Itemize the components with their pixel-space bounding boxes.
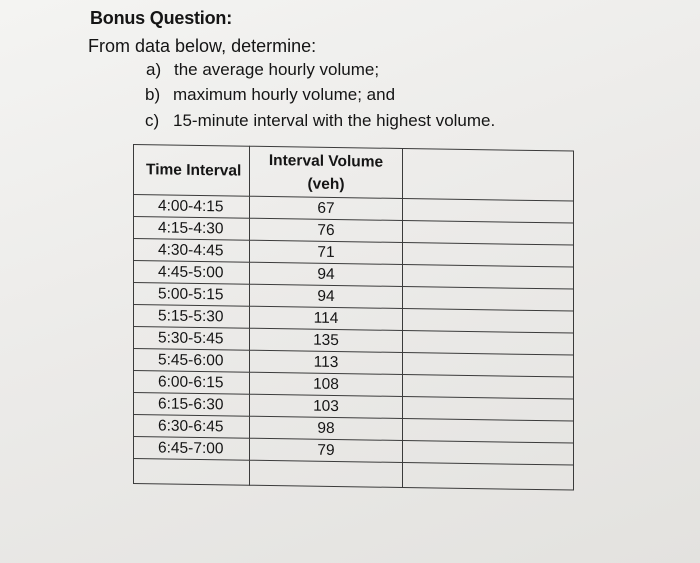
question-title: Bonus Question: [90,8,232,28]
cell-time-interval: 6:30-6:45 [134,415,250,439]
cell-blank [403,198,574,223]
question-item-b [145,85,395,105]
question-item-marker: b) [145,85,161,104]
cell-time-interval: 4:00-4:15 [134,195,250,219]
cell-interval-volume: 114 [250,306,403,330]
cell-interval-volume: 94 [250,284,403,308]
cell-interval-volume: 113 [250,350,403,374]
cell-interval-volume: 98 [250,416,403,440]
header-time-interval: Time Interval [134,145,250,197]
cell-blank [403,352,574,377]
cell-blank [403,242,574,267]
cell-time-interval: 4:30-4:45 [134,239,250,263]
question-item-text: the average hourly volume; [174,60,380,79]
table-row-empty [134,459,574,491]
cell-blank [403,440,574,465]
cell-blank [403,308,574,333]
cell-interval-volume: 103 [250,394,403,418]
cell-blank [403,418,574,443]
cell-blank [134,459,250,486]
cell-time-interval: 5:00-5:15 [134,283,250,307]
cell-time-interval: 6:45-7:00 [134,437,250,461]
cell-interval-volume: 71 [250,240,403,264]
cell-interval-volume: 79 [250,438,403,462]
table-body [134,195,574,491]
cell-time-interval: 6:15-6:30 [134,393,250,417]
cell-interval-volume: 135 [250,328,403,352]
volume-table [133,144,574,491]
cell-time-interval: 5:15-5:30 [134,305,250,329]
table-header-row [134,145,574,202]
header-interval-volume [250,146,403,198]
cell-interval-volume: 94 [250,262,403,286]
question-intro: From data below, determine: [88,36,317,56]
question-item-marker: a) [146,60,162,79]
cell-interval-volume: 67 [250,196,403,220]
cell-blank [403,286,574,311]
cell-blank [403,220,574,245]
cell-time-interval: 5:30-5:45 [134,327,250,351]
cell-interval-volume: 76 [250,218,403,242]
cell-time-interval: 4:15-4:30 [134,217,250,241]
header-volume-line1: Interval Volume [268,151,384,171]
cell-blank [403,330,574,355]
header-volume-line2: (veh) [307,175,345,193]
volume-table-container [133,144,574,491]
cell-interval-volume: 108 [250,372,403,396]
cell-time-interval: 5:45-6:00 [134,349,250,373]
question-item-text: 15-minute interval with the highest volume. [173,111,496,130]
cell-blank [403,462,574,490]
cell-blank [403,396,574,421]
question-item-marker: c) [145,111,160,130]
cell-time-interval: 6:00-6:15 [134,371,250,395]
question-item-c [145,111,495,131]
header-blank [403,148,574,201]
cell-blank [250,460,403,487]
cell-time-interval: 4:45-5:00 [134,261,250,285]
cell-blank [403,374,574,399]
question-item-a [146,60,379,80]
cell-blank [403,264,574,289]
question-item-text: maximum hourly volume; and [173,85,396,104]
